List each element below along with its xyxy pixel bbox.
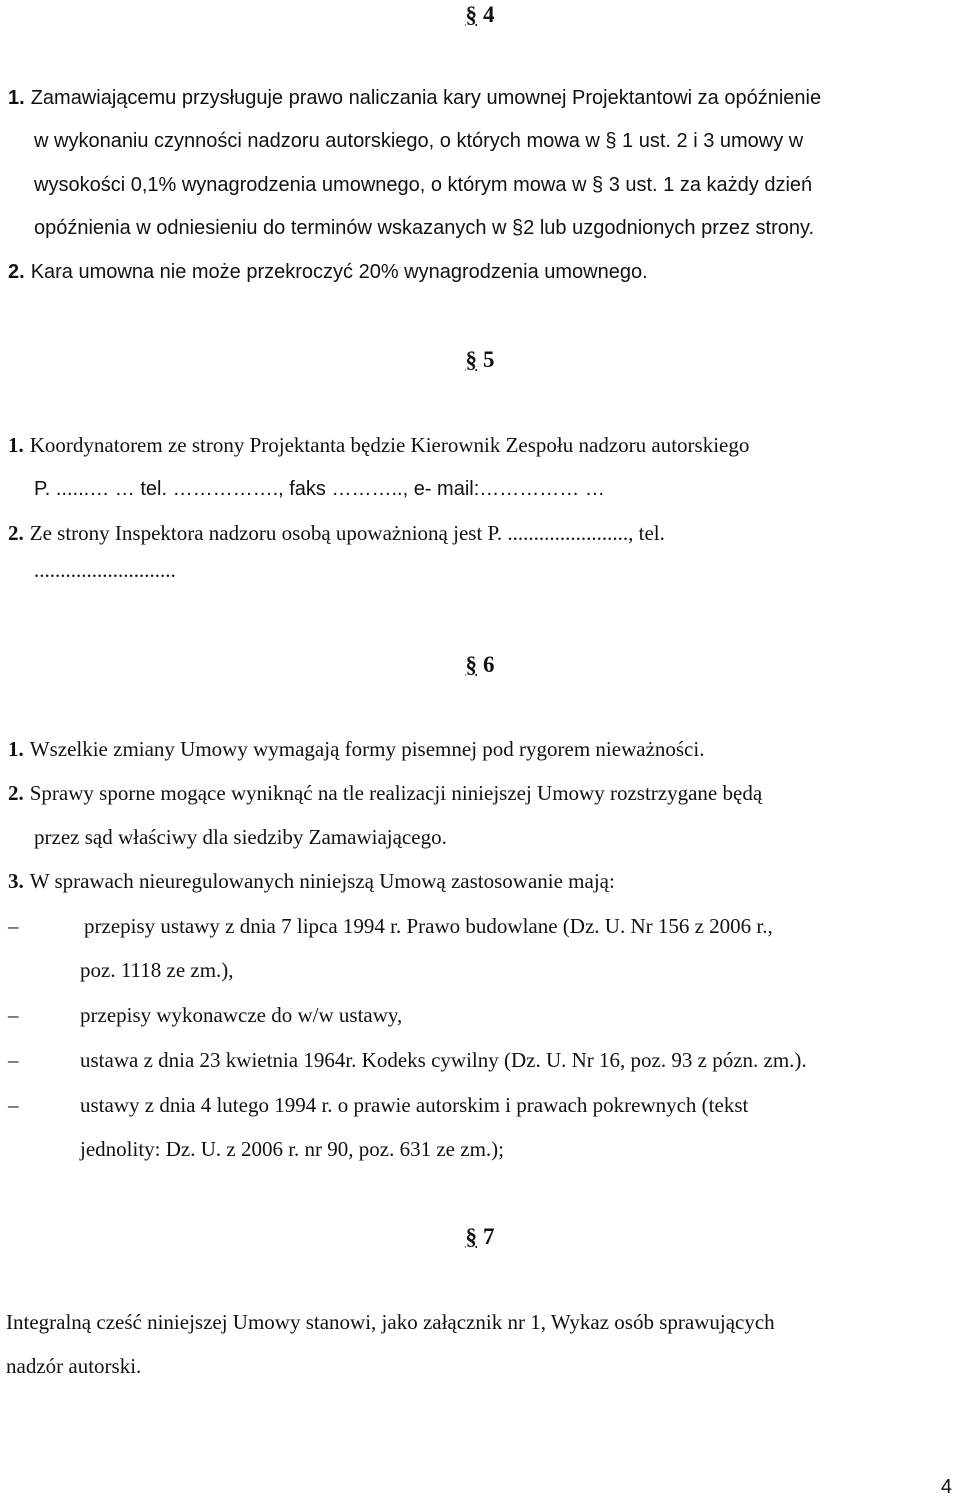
section-number: 7 — [483, 1224, 495, 1249]
section-sign: § — [465, 1224, 477, 1249]
section-number: 5 — [483, 347, 495, 372]
para-6-2-line-2: przez sąd właściwy dla siedziby Zamawiającego. — [34, 825, 447, 849]
section-sign: § — [465, 347, 477, 372]
item-number: 2. — [8, 521, 24, 545]
bullet-1-line-2: poz. 1118 ze zm.), — [80, 958, 234, 982]
para-4-1-line-1 — [8, 83, 821, 113]
para-4-1-line-4: opóźnienia w odniesieniu do terminów wskazanych w §2 lub uzgodnionych przez strony. — [34, 217, 815, 239]
section-heading-4 — [0, 0, 960, 30]
item-number: 3. — [8, 869, 24, 893]
section-sign: § — [465, 2, 477, 27]
para-5-2-line-2: ........................... — [34, 558, 176, 582]
page-number: 4 — [940, 1476, 952, 1498]
bullet-dash: – — [8, 1003, 19, 1027]
item-number: 2. — [8, 261, 25, 283]
bullet-dash: – — [8, 1048, 19, 1072]
item-text: Ze strony Inspektora nadzoru osobą upoważnioną jest P. ......................., tel. — [29, 521, 665, 545]
item-text: Kara umowna nie może przekroczyć 20% wynagrodzenia umownego. — [30, 261, 648, 283]
section-heading-5 — [0, 345, 960, 375]
para-6-1 — [8, 734, 704, 764]
section-heading-7 — [0, 1222, 960, 1252]
para-4-1-line-3: wysokości 0,1% wynagrodzenia umownego, o którym mowa w § 3 ust. 1 za każdy dzień — [34, 174, 813, 196]
item-text: Zamawiającemu przysługuje prawo naliczania kary umownej Projektantowi za opóźnienie — [30, 87, 822, 109]
para-7-line-1: Integralną cześć niniejszej Umowy stanowi, jako załącznik nr 1, Wykaz osób sprawujących — [6, 1310, 775, 1334]
bullet-3: ustawa z dnia 23 kwietnia 1964r. Kodeks cywilny (Dz. U. Nr 16, poz. 93 z pózn. zm.). — [80, 1048, 807, 1072]
section-heading-6 — [0, 650, 960, 680]
item-number: 1. — [8, 87, 25, 109]
item-text: Wszelkie zmiany Umowy wymagają formy pisemnej pod rygorem nieważności. — [29, 737, 705, 761]
item-number: 1. — [8, 737, 24, 761]
para-5-2-line-1 — [8, 518, 665, 548]
para-7-line-2: nadzór autorski. — [6, 1354, 142, 1378]
bullet-dash: – — [8, 914, 19, 938]
item-text: W sprawach nieuregulowanych niniejszą Umową zastosowanie mają: — [29, 869, 615, 893]
item-text: Koordynatorem ze strony Projektanta będzie Kierownik Zespołu nadzoru autorskiego — [29, 433, 750, 457]
bullet-2: przepisy wykonawcze do w/w ustawy, — [80, 1003, 403, 1027]
bullet-1-line-1: przepisy ustawy z dnia 7 lipca 1994 r. Prawo budowlane (Dz. U. Nr 156 z 2006 r., — [84, 914, 773, 938]
item-text: Sprawy sporne mogące wyniknąć na tle realizacji niniejszej Umowy rozstrzygane będą — [29, 781, 763, 805]
para-6-3 — [8, 866, 615, 896]
para-5-1-line-1 — [8, 430, 749, 460]
bullet-4-line-2: jednolity: Dz. U. z 2006 r. nr 90, poz. 631 ze zm.); — [80, 1137, 504, 1161]
section-number: 6 — [483, 652, 495, 677]
item-number: 1. — [8, 433, 24, 457]
item-number: 2. — [8, 781, 24, 805]
para-4-1-line-2: w wykonaniu czynności nadzoru autorskiego, o których mowa w § 1 ust. 2 i 3 umowy w — [34, 130, 804, 152]
para-4-2 — [8, 257, 648, 287]
bullet-dash: – — [8, 1093, 19, 1117]
section-number: 4 — [483, 2, 495, 27]
para-6-2-line-1 — [8, 778, 762, 808]
para-5-1-line-2: P. ......… … tel. ……………., faks ……….., e- mail:…………… … — [34, 478, 605, 500]
bullet-4-line-1: ustawy z dnia 4 lutego 1994 r. o prawie autorskim i prawach pokrewnych (tekst — [80, 1093, 749, 1117]
section-sign: § — [465, 652, 477, 677]
